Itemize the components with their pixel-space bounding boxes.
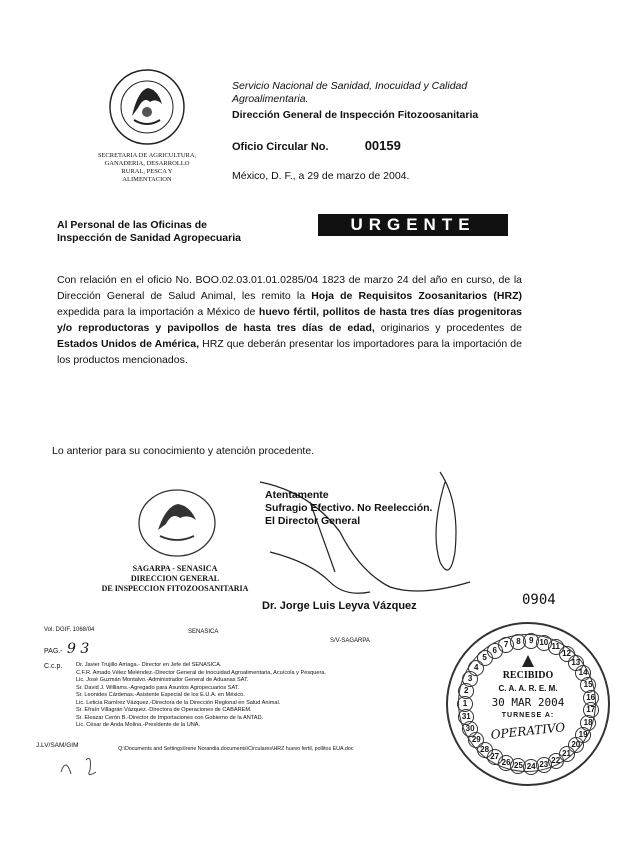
stamp-number: 16 xyxy=(583,690,599,706)
stamp-title: RECIBIDO xyxy=(502,670,554,681)
stamp-number: 26 xyxy=(498,755,514,771)
list-item: Lic. César de Anda Molina.-Presidente de la UNA. xyxy=(76,722,201,728)
svsagarpa-ref: S/V-SAGARPA xyxy=(330,638,370,644)
signer-name: Dr. Jorge Luis Leyva Vázquez xyxy=(262,600,417,612)
stamp-number: 18 xyxy=(580,715,596,731)
stamp-number: 25 xyxy=(510,758,526,774)
stamp-number: 12 xyxy=(559,646,575,662)
stamp-number: 30 xyxy=(462,721,478,737)
handwritten-mark xyxy=(56,752,106,780)
stamp-number: 28 xyxy=(477,742,493,758)
stamp-org: C. A. A. R. E. M. xyxy=(498,684,558,693)
list-item: Sr. Efraín Villagrán Vázquez.-Directora de Operaciones de CABAREM. xyxy=(76,707,252,713)
list-item: Lic. José Guzmán Montalvo.-Administrador General de Aduanas SAT. xyxy=(76,677,249,683)
oficio-number: 00159 xyxy=(364,138,401,153)
stamp-handwritten: OPERATIVO xyxy=(490,720,566,742)
initials: J.LV/SAM/GIM xyxy=(36,742,79,749)
list-item: Dr. Javier Trujillo Arriaga.- Director en Jefe del SENASICA. xyxy=(76,662,222,668)
senasica-ref: SENASICA xyxy=(188,629,219,635)
signature-scribble xyxy=(250,462,500,612)
stamp-number: 27 xyxy=(487,749,503,765)
urgent-badge: URGENTE xyxy=(318,214,508,236)
stamp-number: 21 xyxy=(559,746,575,762)
document-date: México, D. F., a 29 de marzo de 2004. xyxy=(232,170,410,182)
stamp-number: 20 xyxy=(568,737,584,753)
recipient: Al Personal de las Oficinas de Inspección de Sanidad Agropecuaria xyxy=(57,219,241,244)
stamp-number: 5 xyxy=(477,650,493,666)
stamp-number: 10 xyxy=(536,635,552,651)
agency-name: Servicio Nacional de Sanidad, Inocuidad y Calidad Agroalimentaria. xyxy=(232,80,468,105)
stamp-date: 30 MAR 2004 xyxy=(491,696,565,709)
list-item: Sr. Leonides Cárdenas.-Asistente Especial de los E.U.A. en México. xyxy=(76,692,245,698)
file-path: Q:\Documents and Settings\Irene Norandia.documents\Circulares\HRZ huevo fertil, pollitos EUA.doc xyxy=(118,746,354,752)
stamp-number: 11 xyxy=(548,639,564,655)
stamp-number: 14 xyxy=(575,665,591,681)
secretaria-label: SECRETARIA DE AGRICULTURA, GANADERIA, DESARROLLO RURAL, PESCA Y ALIMENTACION xyxy=(97,152,197,183)
list-item: C.F.R. Amado Vélez Meléndez.-Director General de Inocuidad Agroalimentaria, Acuícola y Pesquera. xyxy=(76,669,326,676)
ccp-label: C.c.p. xyxy=(44,663,63,670)
stamp-number: 3 xyxy=(462,671,478,687)
handwritten-number: 0904 xyxy=(522,592,556,608)
oficio-line xyxy=(232,138,401,153)
stamp-number: 13 xyxy=(568,655,584,671)
stamp-number: 15 xyxy=(580,677,596,693)
stamp-number: 22 xyxy=(548,753,564,769)
eagle-seal-icon xyxy=(136,488,218,558)
stamp-number: 23 xyxy=(536,757,552,773)
list-item: Sr. Eleazar Cerón B.-Director de Importaciones con Gobierno de la ANTAD. xyxy=(76,714,264,721)
oficio-label: Oficio Circular No. xyxy=(232,141,329,153)
closing-paragraph: Lo anterior para su conocimiento y atención procedente. xyxy=(52,445,315,457)
stamp-turnese: TURNESE A: xyxy=(501,712,555,719)
signature-block: Atentamente Sufragio Efectivo. No Reelección. El Director General xyxy=(265,489,433,527)
stamp-number: 7 xyxy=(498,637,514,653)
stamp-number: 8 xyxy=(510,634,526,650)
volume-ref: Vol. DGIF. 1068/04 xyxy=(44,627,95,633)
mexico-seal-top xyxy=(108,68,186,146)
directorate-name: Dirección General de Inspección Fitozoosanitaria xyxy=(232,109,479,121)
stamp-number: 19 xyxy=(575,727,591,743)
pag-ref: PAG.- 9 3 xyxy=(44,641,90,657)
stamp-number: 4 xyxy=(468,660,484,676)
stamp-number: 31 xyxy=(458,709,474,725)
list-item: Sr. David J. Williams.-Agregado para Asuntos Agropecuarios SAT. xyxy=(76,684,240,691)
triangle-icon xyxy=(521,654,535,668)
stamp-number: 29 xyxy=(468,732,484,748)
stamp-number: 6 xyxy=(487,643,503,659)
stamp-number: 9 xyxy=(523,633,539,649)
stamp-number: 1 xyxy=(457,696,473,712)
stamp-number: 2 xyxy=(458,683,474,699)
sagarpa-seal-bottom xyxy=(136,488,218,558)
eagle-seal-icon xyxy=(108,68,186,146)
stamp-number: 24 xyxy=(523,759,539,775)
body-paragraph: Con relación en el oficio No. BOO.02.03.01.01.0285/04 1823 de marzo 24 del año en curso, de la Dirección General de Salud Animal, les remito la Hoja de Requisitos Zoosanitarios (HRZ) expedida para la importación a México de huevo fértil, pollitos de hasta tres días progenitoras y/o reproductoras y pavipollos de hasta tres días de edad, originarios y procedentes de Estados Unidos de América, HRZ que deberán presentar los importadores para la importación de los productos mencionados. xyxy=(57,274,522,366)
received-stamp xyxy=(446,622,610,786)
list-item: Lic. Leticia Ramírez Vázquez.-Directora de la Dirección Regional en Salud Animal. xyxy=(76,699,281,706)
sagarpa-seal-text: SAGARPA - SENASICA DIRECCION GENERAL DE INSPECCION FITOZOOSANITARIA xyxy=(101,564,249,593)
ccp-list xyxy=(76,662,436,730)
stamp-number: 17 xyxy=(583,702,599,718)
